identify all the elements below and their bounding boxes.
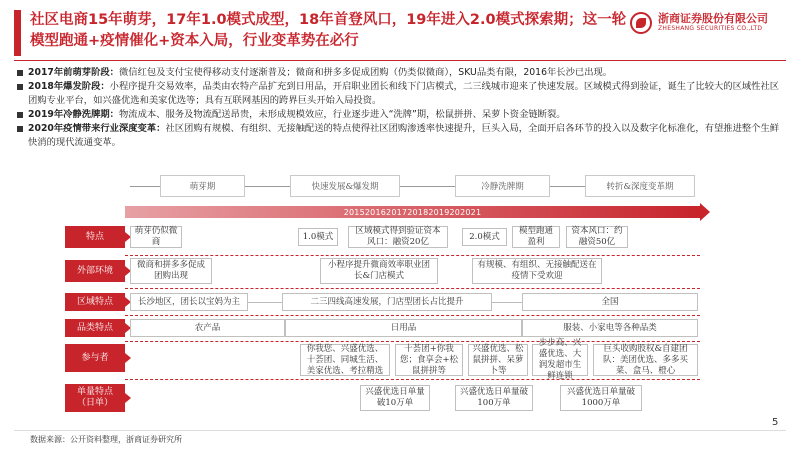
cell-feature-sprout: 萌芽仍似微商 [130, 226, 182, 248]
page-number: 5 [772, 417, 779, 428]
page-title: 社区电商15年萌芽，17年1.0模式成型，18年首登风口，19年进入2.0模式探索期；这一轮模型跑通+疫情催化+资本入局，行业变革势在必行 [30, 12, 627, 49]
bullet-item [16, 80, 786, 108]
cell-feature-region-validated: 区域模式得到验证资本风口：融资20亿 [348, 226, 448, 248]
cell-feature-capital: 资本风口：约融资50亿 [566, 226, 628, 248]
bullet-heading: 2020年疫情带来行业深度变革： [28, 123, 166, 134]
bullet-heading: 2018年爆发阶段： [28, 81, 110, 92]
cell-region-changsha: 长沙地区，团长以宝妈为主 [130, 293, 248, 311]
bullet-item [16, 66, 786, 80]
bullet-item [16, 122, 786, 150]
bullet-list [16, 66, 786, 150]
row-label-environment: 外部环境 [65, 260, 125, 282]
data-source-note: 数据来源：公开资料整理，浙商证券研究所 [30, 435, 182, 444]
logo-name-cn: 浙商证券股份有限公司 [658, 12, 768, 25]
bullet-text: 物流成本、服务及物流配送昂贵，未形成规模效应，行业逐步进入“洗牌”期，松鼠拼拼、呆萝卜资金链断裂。 [118, 109, 566, 120]
cell-players-shakeout: 兴盛优选、松鼠拼拼、呆萝卜等 [468, 344, 528, 376]
company-logo [630, 10, 794, 38]
phase-transformation: 转折&深度变革期 [585, 175, 695, 197]
title-accent-bar [14, 10, 21, 56]
row-separator [125, 288, 700, 289]
bullet-item [16, 108, 786, 122]
connector-line [248, 302, 282, 303]
row-label-features: 特点 [65, 226, 125, 248]
logo-name-en: ZHESHANG SECURITIES CO.,LTD [658, 25, 763, 32]
cell-feature-2-0: 2.0模式 [462, 228, 507, 246]
cell-players-retail: 步步高、兴盛优选、大润发超市生鲜连锁 [532, 344, 588, 376]
cell-volume-1m: 兴盛优选日单量破100万单 [455, 385, 533, 411]
row-separator [125, 315, 700, 316]
cell-category-daily: 日用品 [285, 319, 522, 337]
footer-divider [14, 430, 786, 431]
cell-category-all: 服装、小家电等各种品类 [522, 319, 698, 337]
phase-rapid-growth: 快速发展&爆发期 [290, 175, 400, 197]
title-divider [14, 60, 786, 61]
cell-players-merger: 十荟团+你我您；食享会+松鼠拼拼等 [395, 344, 463, 376]
cell-volume-10m: 兴盛优选日单量破1000万单 [560, 385, 642, 411]
logo-icon [630, 12, 652, 34]
cell-env-pandemic: 有规模、有组织、无接触配送在疫情下受欢迎 [472, 258, 602, 284]
bullet-text: 小程序提升交易效率，品类由农特产品扩充到日用品，开启职业团长和线下门店模式，二三线城市迎来了快速发展。区域模式得到验证，诞生了比较大的区域性社区团购专业平台，如兴盛优选和美家优选等；具有互联网基因的跨界巨头开始入局投资。 [28, 81, 780, 106]
bullet-heading: 2017年前萌芽阶段： [28, 67, 119, 78]
cell-env-miniprogram: 小程序提升微商效率职业团长&门店模式 [320, 258, 438, 284]
row-separator [125, 379, 700, 380]
cell-region-lower-tier: 二三四线高速发展，门店型团长占比提升 [282, 293, 492, 311]
timeline-years: 20152016201720182019202021 [343, 207, 482, 217]
phase-sprout: 萌芽期 [160, 175, 245, 197]
cell-volume-100k: 兴盛优选日单量破10万单 [360, 385, 430, 411]
cell-env-wechat: 微商和拼多多促成团购出现 [130, 258, 212, 284]
row-label-volume: 单量特点（日单） [65, 384, 125, 412]
cell-feature-profitable: 模型跑通盈利 [512, 226, 560, 248]
connector-line [492, 302, 522, 303]
cell-feature-1-0: 1.0模式 [298, 228, 338, 246]
row-label-category: 品类特点 [65, 319, 125, 337]
bullet-text: 微信红包及支付宝使得移动支付逐渐普及；微商和拼多多促成团购（仍类似微商），SKU品类有限，2016年长沙已出现。 [118, 67, 613, 78]
cell-players-giants: 巨头收购股权&自建团队：美团优选、多多买菜、盒马、橙心 [593, 344, 698, 376]
bullet-heading: 2019年冷静洗牌期： [28, 109, 119, 120]
cell-players-early: 你我您、兴盛优选、十荟团、同城生活、美家优选、考拉精选 [300, 344, 390, 376]
row-label-region: 区域特点 [65, 293, 125, 311]
bullet-text: 社区团购有规模、有组织、无接触配送的特点使得社区团购渗透率快速提升，巨头入局，全面开启各环节的投入以及数字化标准化，有望推进整个生鲜快消的现代流通变革。 [28, 123, 780, 148]
cell-region-nationwide: 全国 [522, 293, 698, 311]
row-separator [125, 341, 700, 342]
cell-category-agri: 农产品 [130, 319, 285, 337]
phase-shakeout: 冷静洗牌期 [455, 175, 550, 197]
row-separator [125, 255, 700, 256]
row-label-players: 参与者 [65, 344, 125, 372]
timeline-arrow [125, 206, 700, 218]
